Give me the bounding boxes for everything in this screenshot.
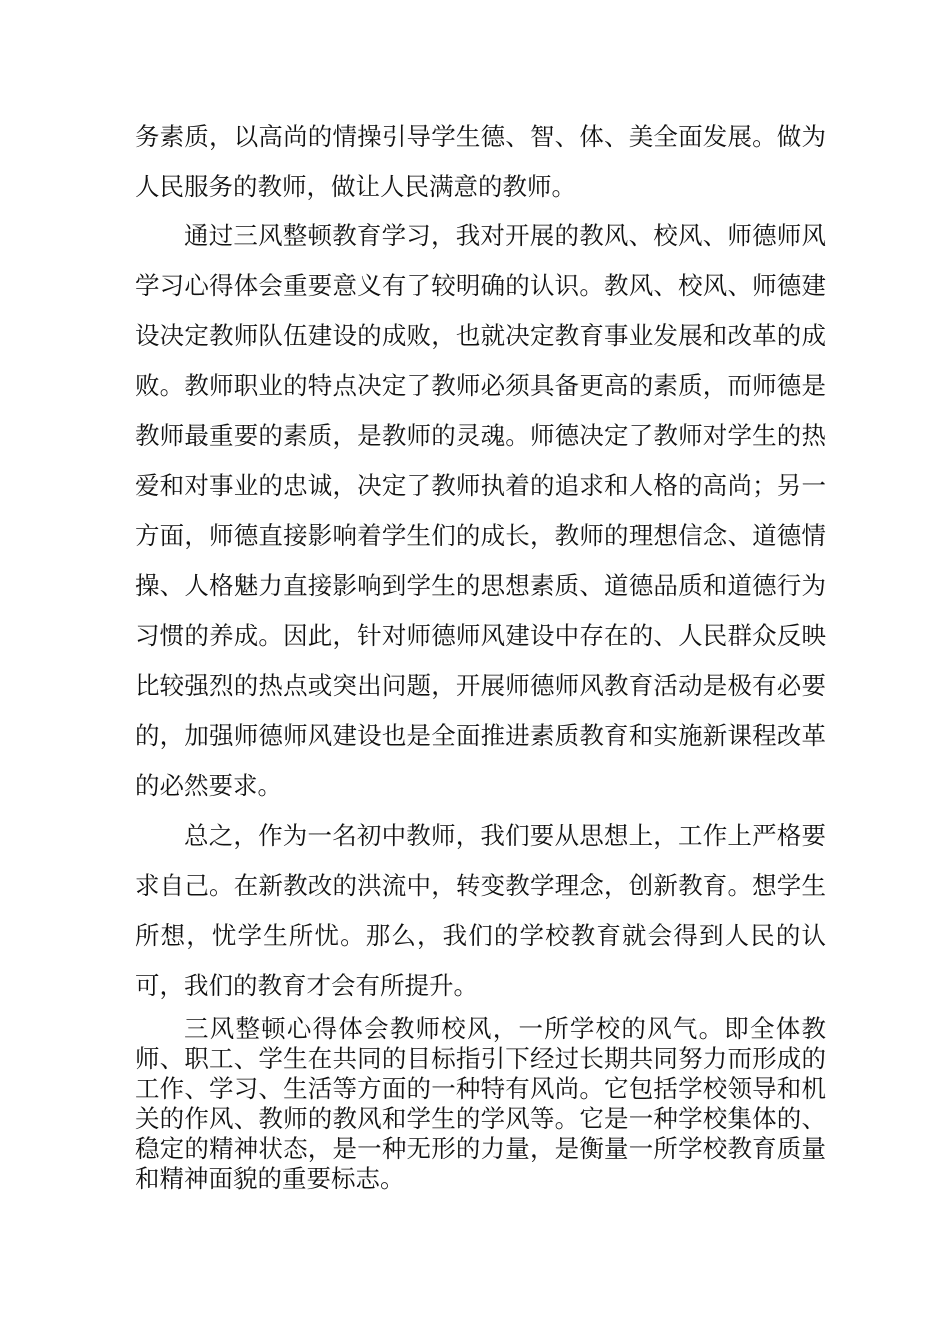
paragraph-school-style: 三风整顿心得体会教师校风，一所学校的风气。即全体教师、职工、学生在共同的目标指引下经过长期共同努力而形成的工作、学习、生活等方面的一种特有风尚。它包括学校领导和机关的作风、教师的教风和学生的学风等。它是一种学校集体的、稳定的精神状态，是一种无形的力量，是衡量一所学校教育质量和精神面貌的重要标志。 <box>135 1014 826 1193</box>
paragraph-conclusion: 总之，作为一名初中教师，我们要从思想上，工作上严格要求自己。在新教改的洪流中，转变教学理念，创新教育。想学生所想，忧学生所忧。那么，我们的学校教育就会得到人民的认可，我们的教育才会有所提升。 <box>135 821 826 1000</box>
paragraph-three-styles-study: 通过三风整顿教育学习，我对开展的教风、校风、师德师风学习心得体会重要意义有了较明确的认识。教风、校风、师德建设决定教师队伍建设的成败，也就决定教育事业发展和改革的成败。教师职业的特点决定了教师必须具备更高的素质，而师德是教师最重要的素质，是教师的灵魂。师德决定了教师对学生的热爱和对事业的忠诚，决定了教师执着的追求和人格的高尚；另一方面，师德直接影响着学生们的成长，教师的理想信念、道德情操、人格魅力直接影响到学生的思想素质、道德品质和道德行为习惯的养成。因此，针对师德师风建设中存在的、人民群众反映比较强烈的热点或突出问题，开展师德师风教育活动是极有必要的，加强师德师风建设也是全面推进素质教育和实施新课程改革的必然要求。 <box>135 221 826 800</box>
paragraph-continuation: 务素质，以高尚的情操引导学生德、智、体、美全面发展。做为人民服务的教师，做让人民满意的教师。 <box>135 122 826 201</box>
